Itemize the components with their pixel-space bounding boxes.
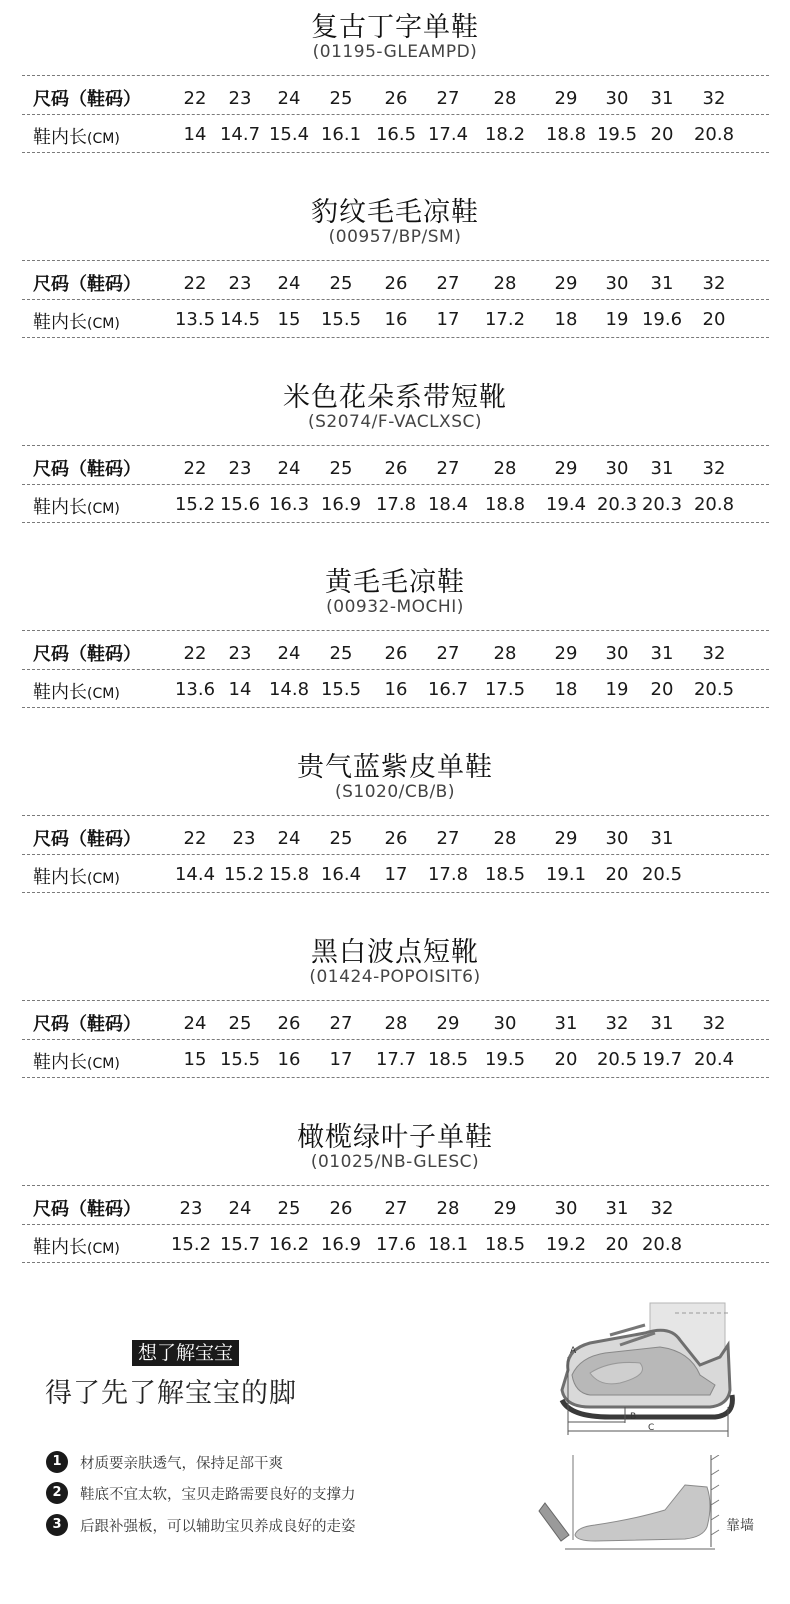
length-cell: 19.7: [641, 1049, 683, 1070]
size-cell: 24: [277, 458, 301, 479]
length-cell: 17.8: [427, 864, 469, 885]
size-cell: 31: [650, 273, 674, 294]
product-code: (01424-POPOISIT6): [309, 967, 481, 987]
size-cell: 28: [436, 1198, 460, 1219]
size-cell: 32: [702, 273, 726, 294]
size-cell: 24: [228, 1198, 252, 1219]
size-cell: 25: [277, 1198, 301, 1219]
table-divider: [22, 299, 769, 300]
size-cell: 29: [554, 273, 578, 294]
size-cell: 31: [650, 458, 674, 479]
size-cell: 23: [228, 458, 252, 479]
size-cell: 25: [329, 88, 353, 109]
size-cell: 29: [554, 88, 578, 109]
length-cell: 16.7: [427, 679, 469, 700]
length-cell: 17.2: [484, 309, 526, 330]
length-cell: 15.6: [219, 494, 261, 515]
size-cell: 27: [436, 458, 460, 479]
length-cell: 15.2: [223, 864, 265, 885]
length-cell: 20: [650, 124, 674, 145]
size-cell: 28: [493, 273, 517, 294]
size-cell: 26: [384, 828, 408, 849]
table-divider: [22, 1000, 769, 1001]
length-cell: 20.3: [641, 494, 683, 515]
size-cell: 31: [650, 1013, 674, 1034]
diagram-label-a: A: [570, 1346, 577, 1356]
size-cell: 32: [605, 1013, 629, 1034]
size-cell: 26: [384, 643, 408, 664]
length-cell: 15.5: [320, 309, 362, 330]
table-divider: [22, 484, 769, 485]
length-cell: 18.5: [484, 864, 526, 885]
size-row-label: 尺码（鞋码）: [33, 274, 141, 295]
size-cell: 30: [605, 643, 629, 664]
length-cell: 17: [384, 864, 408, 885]
length-unit: (CM): [87, 871, 120, 887]
length-cell: 15.4: [268, 124, 310, 145]
length-unit: (CM): [87, 131, 120, 147]
table-divider: [22, 152, 769, 153]
size-cell: 32: [702, 643, 726, 664]
length-cell: 19: [605, 309, 629, 330]
tip-number-badge: 2: [46, 1482, 68, 1504]
table-divider: [22, 75, 769, 76]
wall-label: 靠墙: [726, 1518, 754, 1534]
size-cell: 24: [277, 828, 301, 849]
table-divider: [22, 1077, 769, 1078]
size-cell: 25: [329, 828, 353, 849]
table-divider: [22, 114, 769, 115]
size-cell: 23: [228, 88, 252, 109]
size-cell: 31: [605, 1198, 629, 1219]
length-cell: 13.5: [174, 309, 216, 330]
length-unit: (CM): [87, 316, 120, 332]
length-cell: 17: [436, 309, 460, 330]
size-cell: 31: [650, 828, 674, 849]
length-cell: 14: [183, 124, 207, 145]
length-cell: 16.5: [375, 124, 417, 145]
length-unit: (CM): [87, 501, 120, 517]
size-cell: 27: [384, 1198, 408, 1219]
product-title: 橄榄绿叶子单鞋: [297, 1122, 493, 1153]
size-cell: 29: [436, 1013, 460, 1034]
size-row-label: 尺码（鞋码）: [33, 89, 141, 110]
tip-text: 后跟补强板，可以辅助宝贝养成良好的走姿: [80, 1519, 356, 1535]
length-cell: 15.2: [174, 494, 216, 515]
length-cell: 17: [329, 1049, 353, 1070]
size-cell: 30: [605, 828, 629, 849]
length-cell: 20.5: [641, 864, 683, 885]
table-divider: [22, 522, 769, 523]
size-cell: 25: [228, 1013, 252, 1034]
product-title: 复古丁字单鞋: [311, 12, 479, 43]
table-divider: [22, 669, 769, 670]
size-cell: 27: [436, 828, 460, 849]
size-row-label: 尺码（鞋码）: [33, 1199, 141, 1220]
length-cell: 14.5: [219, 309, 261, 330]
size-cell: 29: [554, 828, 578, 849]
size-cell: 24: [183, 1013, 207, 1034]
length-cell: 18.1: [427, 1234, 469, 1255]
size-cell: 30: [605, 88, 629, 109]
length-cell: 16.9: [320, 494, 362, 515]
size-cell: 32: [702, 88, 726, 109]
length-cell: 15.7: [219, 1234, 261, 1255]
length-unit: (CM): [87, 686, 120, 702]
length-cell: 19.2: [545, 1234, 587, 1255]
size-cell: 26: [329, 1198, 353, 1219]
size-cell: 28: [493, 458, 517, 479]
size-cell: 24: [277, 88, 301, 109]
size-cell: 30: [605, 273, 629, 294]
table-divider: [22, 1185, 769, 1186]
size-cell: 29: [554, 458, 578, 479]
size-cell: 32: [702, 458, 726, 479]
table-divider: [22, 854, 769, 855]
length-cell: 17.6: [375, 1234, 417, 1255]
length-cell: 20: [605, 864, 629, 885]
table-divider: [22, 892, 769, 893]
length-label-text: 鞋内长: [33, 867, 87, 888]
size-cell: 23: [232, 828, 256, 849]
product-code: (S1020/CB/B): [335, 782, 455, 802]
size-cell: 28: [493, 88, 517, 109]
length-cell: 18.8: [545, 124, 587, 145]
table-divider: [22, 1262, 769, 1263]
length-cell: 19: [605, 679, 629, 700]
size-cell: 30: [605, 458, 629, 479]
table-divider: [22, 260, 769, 261]
length-unit: (CM): [87, 1056, 120, 1072]
length-cell: 18.4: [427, 494, 469, 515]
length-label-text: 鞋内长: [33, 1237, 87, 1258]
length-cell: 20.8: [641, 1234, 683, 1255]
table-divider: [22, 1039, 769, 1040]
length-cell: 18.5: [427, 1049, 469, 1070]
size-cell: 24: [277, 273, 301, 294]
length-cell: 20: [605, 1234, 629, 1255]
tip-number-badge: 3: [46, 1514, 68, 1536]
size-cell: 26: [384, 458, 408, 479]
info-badge: 想了解宝宝: [132, 1340, 239, 1366]
table-divider: [22, 445, 769, 446]
size-row-label: 尺码（鞋码）: [33, 644, 141, 665]
size-cell: 22: [183, 273, 207, 294]
length-cell: 15.8: [268, 864, 310, 885]
size-cell: 26: [384, 273, 408, 294]
length-cell: 20: [650, 679, 674, 700]
size-cell: 23: [179, 1198, 203, 1219]
length-cell: 15: [277, 309, 301, 330]
length-cell: 18.8: [484, 494, 526, 515]
length-cell: 17.4: [427, 124, 469, 145]
shoe-fit-diagram: [550, 1295, 780, 1445]
size-cell: 22: [183, 88, 207, 109]
size-row-label: 尺码（鞋码）: [33, 459, 141, 480]
length-cell: 13.6: [174, 679, 216, 700]
length-row-label: [33, 493, 120, 519]
size-cell: 25: [329, 458, 353, 479]
size-cell: 32: [650, 1198, 674, 1219]
size-cell: 25: [329, 643, 353, 664]
length-cell: 14.8: [268, 679, 310, 700]
length-cell: 16.1: [320, 124, 362, 145]
diagram-label-b: B: [630, 1412, 637, 1422]
tip-number-badge: 1: [46, 1451, 68, 1473]
length-cell: 19.6: [641, 309, 683, 330]
size-chart-section: [0, 555, 790, 745]
length-cell: 14: [228, 679, 252, 700]
length-cell: 20: [554, 1049, 578, 1070]
length-cell: 15.2: [170, 1234, 212, 1255]
size-cell: 30: [493, 1013, 517, 1034]
length-cell: 17.5: [484, 679, 526, 700]
length-row-label: [33, 1233, 120, 1259]
foot-measure-diagram: [535, 1455, 725, 1555]
table-divider: [22, 707, 769, 708]
length-cell: 16.9: [320, 1234, 362, 1255]
size-cell: 23: [228, 643, 252, 664]
length-cell: 19.5: [484, 1049, 526, 1070]
length-row-label: [33, 123, 120, 149]
size-cell: 22: [183, 643, 207, 664]
length-cell: 18: [554, 679, 578, 700]
length-cell: 20.8: [693, 494, 735, 515]
size-chart-section: [0, 1110, 790, 1300]
size-chart-section: [0, 370, 790, 560]
size-cell: 31: [650, 643, 674, 664]
length-cell: 20.4: [693, 1049, 735, 1070]
length-cell: 20: [702, 309, 726, 330]
length-cell: 14.4: [174, 864, 216, 885]
size-row-label: 尺码（鞋码）: [33, 829, 141, 850]
length-cell: 20.5: [693, 679, 735, 700]
product-title: 黄毛毛凉鞋: [325, 567, 465, 598]
table-divider: [22, 815, 769, 816]
length-cell: 16.2: [268, 1234, 310, 1255]
size-cell: 27: [436, 88, 460, 109]
length-unit: (CM): [87, 1241, 120, 1257]
size-cell: 24: [277, 643, 301, 664]
product-code: (00932-MOCHI): [326, 597, 464, 617]
length-row-label: [33, 678, 120, 704]
length-cell: 20.8: [693, 124, 735, 145]
size-row-label: 尺码（鞋码）: [33, 1014, 141, 1035]
size-cell: 29: [554, 643, 578, 664]
product-code: (S2074/F-VACLXSC): [308, 412, 482, 432]
length-label-text: 鞋内长: [33, 682, 87, 703]
size-chart-section: [0, 185, 790, 375]
length-label-text: 鞋内长: [33, 127, 87, 148]
tip-text: 鞋底不宜太软，宝贝走路需要良好的支撑力: [80, 1487, 356, 1503]
length-cell: 17.7: [375, 1049, 417, 1070]
product-code: (00957/BP/SM): [328, 227, 462, 247]
size-cell: 27: [329, 1013, 353, 1034]
length-cell: 16: [384, 679, 408, 700]
product-code: (01195-GLEAMPD): [312, 42, 478, 62]
size-chart-section: [0, 0, 790, 190]
length-row-label: [33, 863, 120, 889]
table-divider: [22, 630, 769, 631]
info-headline: 得了先了解宝宝的脚: [45, 1378, 297, 1409]
size-cell: 32: [702, 1013, 726, 1034]
length-cell: 18.2: [484, 124, 526, 145]
length-cell: 16: [384, 309, 408, 330]
length-cell: 16.4: [320, 864, 362, 885]
length-cell: 18.5: [484, 1234, 526, 1255]
product-code: (01025/NB-GLESC): [310, 1152, 480, 1172]
size-cell: 28: [493, 643, 517, 664]
length-cell: 15: [183, 1049, 207, 1070]
size-cell: 31: [650, 88, 674, 109]
product-title: 米色花朵系带短靴: [283, 382, 507, 413]
length-row-label: [33, 1048, 120, 1074]
diagram-label-c: C: [648, 1423, 655, 1433]
length-label-text: 鞋内长: [33, 1052, 87, 1073]
tip-text: 材质要亲肤透气，保持足部干爽: [80, 1456, 283, 1472]
length-cell: 19.4: [545, 494, 587, 515]
product-title: 贵气蓝紫皮单鞋: [297, 752, 493, 783]
length-cell: 16: [277, 1049, 301, 1070]
size-cell: 26: [384, 88, 408, 109]
length-cell: 20.5: [596, 1049, 638, 1070]
length-cell: 20.3: [596, 494, 638, 515]
size-cell: 29: [493, 1198, 517, 1219]
size-cell: 26: [277, 1013, 301, 1034]
product-title: 豹纹毛毛凉鞋: [311, 197, 479, 228]
table-divider: [22, 1224, 769, 1225]
length-cell: 18: [554, 309, 578, 330]
length-cell: 14.7: [219, 124, 261, 145]
size-chart-section: [0, 925, 790, 1115]
length-label-text: 鞋内长: [33, 497, 87, 518]
length-row-label: [33, 308, 120, 334]
size-chart-section: [0, 740, 790, 930]
size-cell: 30: [554, 1198, 578, 1219]
length-cell: 15.5: [219, 1049, 261, 1070]
size-cell: 28: [493, 828, 517, 849]
foot-illustration: [539, 1455, 719, 1549]
length-cell: 19.1: [545, 864, 587, 885]
size-cell: 22: [183, 458, 207, 479]
length-cell: 19.5: [596, 124, 638, 145]
size-cell: 27: [436, 273, 460, 294]
size-cell: 31: [554, 1013, 578, 1034]
size-cell: 25: [329, 273, 353, 294]
size-cell: 27: [436, 643, 460, 664]
product-title: 黑白波点短靴: [311, 937, 479, 968]
length-cell: 17.8: [375, 494, 417, 515]
shoe-illustration: [562, 1303, 732, 1437]
table-divider: [22, 337, 769, 338]
length-cell: 16.3: [268, 494, 310, 515]
length-label-text: 鞋内长: [33, 312, 87, 333]
size-cell: 23: [228, 273, 252, 294]
size-cell: 22: [183, 828, 207, 849]
size-cell: 28: [384, 1013, 408, 1034]
length-cell: 15.5: [320, 679, 362, 700]
